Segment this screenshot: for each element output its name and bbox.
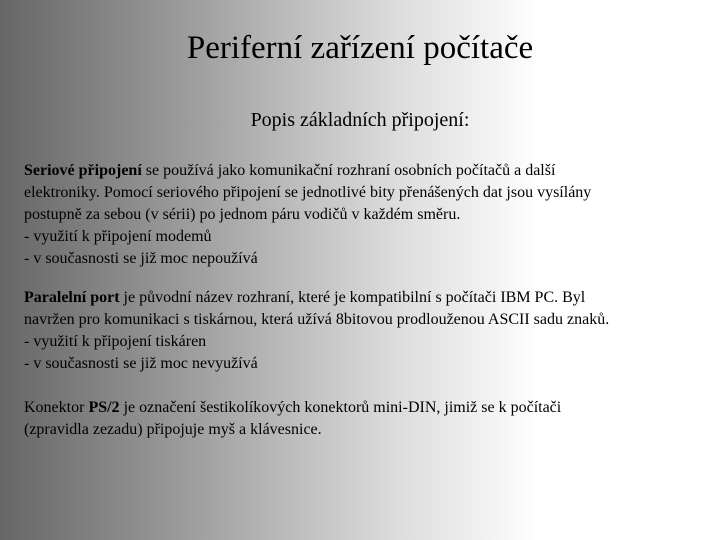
ps2-prefix: Konektor bbox=[24, 399, 89, 416]
parallel-line-1 bbox=[24, 287, 704, 309]
serial-line-2: elektroniky. Pomocí seriového připojení se jednotlivé bity přenášených dat jsou vysílány bbox=[24, 184, 592, 201]
ps2-line-2: (zpravidla zezadu) připojuje myš a klávesnice. bbox=[24, 421, 322, 438]
slide-title: Periferní zařízení počítače bbox=[186, 30, 534, 66]
parallel-term: Paralelní port bbox=[24, 289, 120, 306]
parallel-port-paragraph bbox=[24, 287, 704, 375]
parallel-line-2: navržen pro komunikaci s tiskárnou, která užívá 8bitovou prodlouženou ASCII sadu znaků. bbox=[24, 311, 610, 328]
serial-line-3: postupně za sebou (v sérii) po jednom páru vodičů v každém směru. bbox=[24, 206, 461, 223]
serial-bullet-2: - v současnosti se již moc nepoužívá bbox=[24, 250, 258, 267]
serial-line-1 bbox=[24, 160, 704, 182]
ps2-line-1 bbox=[24, 397, 704, 419]
ps2-term: PS/2 bbox=[88, 399, 120, 416]
slide-subtitle: Popis základních připojení: bbox=[250, 109, 470, 131]
ps2-line-1-text: je označení šestikolíkových konektorů mini-DIN, jimiž se k počítači bbox=[119, 399, 562, 416]
serial-line-1-text: se používá jako komunikační rozhraní osobních počítačů a další bbox=[141, 162, 556, 179]
serial-bullet-1: - využití k připojení modemů bbox=[24, 228, 212, 245]
parallel-line-1-text: je původní název rozhraní, které je kompatibilní s počítači IBM PC. Byl bbox=[119, 289, 586, 306]
serial-term: Seriové připojení bbox=[24, 162, 142, 179]
parallel-bullet-1: - využití k připojení tiskáren bbox=[24, 333, 207, 350]
ps2-connector-paragraph bbox=[24, 397, 704, 441]
serial-port-paragraph bbox=[24, 160, 704, 270]
parallel-bullet-2: - v současnosti se již moc nevyužívá bbox=[24, 355, 258, 372]
